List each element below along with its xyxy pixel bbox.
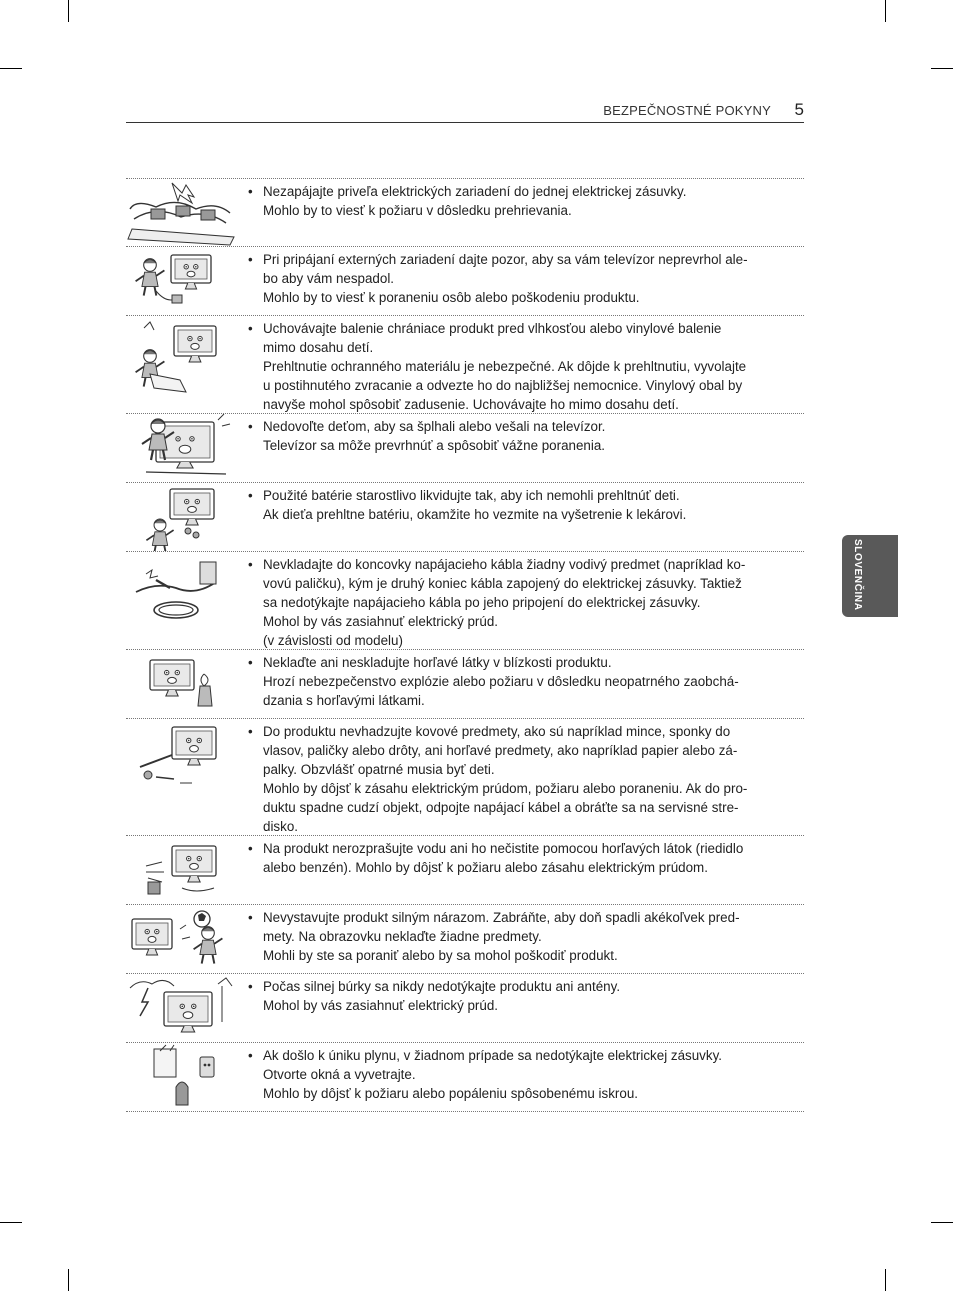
text-line: Nevkladajte do koncovky napájacieho kábla žiadny vodivý predmet (napríklad ko-: [263, 557, 746, 572]
item-lines: [263, 486, 788, 524]
text-line: Počas silnej búrky sa nikdy nedotýkajte produktu ani antény.: [263, 979, 621, 994]
safety-item: [126, 905, 804, 974]
text-line: Do produktu nevhadzujte kovové predmety, ako sú napríklad mince, sponky do: [263, 724, 731, 739]
text-line: alebo benzén). Mohlo by dôjsť k požiaru alebo zásahu elektrickým prúdom.: [263, 860, 708, 875]
text-line: dzania s horľavými látkami.: [263, 693, 425, 708]
item-text: [248, 839, 788, 877]
safety-item: [126, 414, 804, 483]
item-text: [248, 1046, 788, 1103]
text-line: (v závislosti od modelu): [263, 633, 403, 648]
conductive-object-in-cable-illustration-drawing: [126, 552, 236, 649]
text-line: Neklaďte ani neskladujte horľavé látky v blízkosti produktu.: [263, 655, 612, 670]
safety-item: [126, 552, 804, 650]
safety-item: [126, 179, 804, 247]
item-text: [248, 417, 788, 455]
flammable-substance-illustration-drawing: [126, 650, 236, 718]
text-line: Otvorte okná a vyvetrajte.: [263, 1067, 416, 1082]
safety-item: [126, 483, 804, 552]
overloaded-outlet-illustration-drawing: [126, 179, 236, 246]
text-line: duktu spadne cudzí objekt, odpojte napájací kábel a obráťte sa na servisné stre-: [263, 800, 739, 815]
child-swallowing-battery-illustration: [126, 483, 236, 551]
item-lines: [263, 722, 788, 836]
safety-item: [126, 316, 804, 414]
text-line: Nezapájajte priveľa elektrických zariadení do jednej elektrickej zásuvky.: [263, 184, 687, 199]
child-with-packaging-illustration-drawing: [126, 316, 236, 413]
item-lines: [263, 908, 788, 965]
ball-hitting-tv-illustration: [126, 905, 236, 973]
text-line: palky. Obzvlášť opatrné musia byť deti.: [263, 762, 495, 777]
bullet-point: •: [248, 488, 253, 503]
text-line: mimo dosahu detí.: [263, 340, 374, 355]
bullet-point: •: [248, 321, 253, 336]
bullet-point: •: [248, 1048, 253, 1063]
safety-item: [126, 1043, 804, 1112]
child-with-packaging-illustration: [126, 316, 236, 413]
text-line: Mohli by ste sa poraniť alebo by sa mohol poškodiť produkt.: [263, 948, 618, 963]
text-line: vlasov, paličky alebo drôty, ani horľavé predmety, ako napríklad papier alebo zá-: [263, 743, 738, 758]
crop-mark: [931, 68, 953, 69]
item-text: [248, 977, 788, 1015]
item-text: [248, 908, 788, 965]
bullet-point: •: [248, 184, 253, 199]
safety-item: [126, 974, 804, 1043]
ball-hitting-tv-illustration-drawing: [126, 905, 236, 973]
water-spray-tv-illustration-drawing: [126, 836, 236, 904]
item-lines: [263, 319, 788, 414]
item-lines: [263, 417, 788, 455]
item-text: [248, 486, 788, 524]
text-line: sa nedotýkajte napájacieho kábla po jeho pripojení do elektrickej zásuvky.: [263, 595, 701, 610]
safety-instructions-list: [126, 178, 804, 1112]
item-lines: [263, 182, 788, 220]
bullet-point: •: [248, 841, 253, 856]
item-lines: [263, 555, 788, 650]
text-line: Mohlo by to viesť k požiaru v dôsledku prehrievania.: [263, 203, 572, 218]
bullet-point: •: [248, 655, 253, 670]
item-text: [248, 722, 788, 836]
lightning-storm-tv-illustration-drawing: [126, 974, 236, 1042]
text-line: Mohlo by dôjsť k zásahu elektrickým prúdom, požiaru alebo poraneniu. Ak do pro-: [263, 781, 748, 796]
text-line: bo aby vám nespadol.: [263, 271, 395, 286]
safety-item: [126, 836, 804, 905]
crop-mark: [0, 68, 22, 69]
item-text: [248, 555, 788, 650]
page-number: 5: [794, 100, 804, 119]
text-line: mety. Na obrazovku neklaďte žiadne predmety.: [263, 929, 542, 944]
safety-item: [126, 650, 804, 719]
text-line: navyše mohol spôsobiť zadusenie. Uchovávajte ho mimo dosahu detí.: [263, 397, 679, 412]
crop-mark: [885, 1269, 886, 1291]
text-line: Ak dieťa prehltne batériu, okamžite ho vezmite na vyšetrenie k lekárovi.: [263, 507, 687, 522]
section-title: BEZPEČNOSTNÉ POKYNY: [603, 103, 771, 118]
text-line: disko.: [263, 819, 298, 834]
child-pulling-cable-tv-illustration: [126, 247, 236, 315]
gas-leak-outlet-illustration-drawing: [126, 1043, 236, 1111]
lightning-storm-tv-illustration: [126, 974, 236, 1042]
item-lines: [263, 1046, 788, 1103]
text-line: Mohol by vás zasiahnuť elektrický prúd.: [263, 614, 499, 629]
crop-mark: [931, 1222, 953, 1223]
water-spray-tv-illustration: [126, 836, 236, 904]
child-swallowing-battery-illustration-drawing: [126, 483, 236, 551]
bullet-point: •: [248, 557, 253, 572]
bullet-point: •: [248, 252, 253, 267]
safety-item: [126, 247, 804, 316]
metal-objects-in-tv-illustration: [126, 719, 236, 835]
text-line: Použité batérie starostlivo likvidujte tak, aby ich nemohli prehltnúť deti.: [263, 488, 680, 503]
item-lines: [263, 839, 788, 877]
flammable-substance-illustration: [126, 650, 236, 718]
safety-item: [126, 719, 804, 836]
metal-objects-in-tv-illustration-drawing: [126, 719, 236, 835]
language-tab: [842, 535, 898, 617]
child-climbing-tv-illustration: [126, 414, 236, 482]
bullet-point: •: [248, 979, 253, 994]
gas-leak-outlet-illustration: [126, 1043, 236, 1111]
item-lines: [263, 250, 788, 307]
bullet-point: •: [248, 910, 253, 925]
text-line: Ak došlo k úniku plynu, v žiadnom prípade sa nedotýkajte elektrickej zásuvky.: [263, 1048, 722, 1063]
page-header: [126, 98, 804, 123]
item-text: [248, 319, 788, 414]
child-climbing-tv-illustration-drawing: [126, 414, 236, 482]
text-line: Televízor sa môže prevrhnúť a spôsobiť vážne poranenia.: [263, 438, 606, 453]
child-pulling-cable-tv-illustration-drawing: [126, 247, 236, 315]
item-lines: [263, 977, 788, 1015]
item-text: [248, 250, 788, 307]
overloaded-outlet-illustration: [126, 179, 236, 246]
bullet-point: •: [248, 724, 253, 739]
text-line: Mohlo by dôjsť k požiaru alebo popáleniu spôsobenému iskrou.: [263, 1086, 638, 1101]
text-line: vovú paličku), kým je druhý koniec kábla zapojený do elektrickej zásuvky. Taktiež: [263, 576, 742, 591]
item-text: [248, 182, 788, 220]
text-line: Mohol by vás zasiahnuť elektrický prúd.: [263, 998, 499, 1013]
language-tab-label: SLOVENČINA: [852, 539, 863, 611]
text-line: Uchovávajte balenie chrániace produkt pred vlhkosťou alebo vinylové balenie: [263, 321, 722, 336]
text-line: Na produkt nerozprašujte vodu ani ho nečistite pomocou horľavých látok (riedidlo: [263, 841, 744, 856]
text-line: Pri pripájaní externých zariadení dajte pozor, aby sa vám televízor neprevrhol ale-: [263, 252, 748, 267]
conductive-object-in-cable-illustration: [126, 552, 236, 649]
crop-mark: [68, 1269, 69, 1291]
item-text: [248, 653, 788, 710]
crop-mark: [68, 0, 69, 22]
crop-mark: [885, 0, 886, 22]
text-line: Nedovoľte deťom, aby sa šplhali alebo vešali na televízor.: [263, 419, 606, 434]
item-lines: [263, 653, 788, 710]
text-line: Hrozí nebezpečenstvo explózie alebo požiaru v dôsledku neopatrného zaobchá-: [263, 674, 739, 689]
text-line: Prehltnutie ochranného materiálu je nebezpečné. Ak dôjde k prehltnutiu, vyvolajte: [263, 359, 747, 374]
bullet-point: •: [248, 419, 253, 434]
text-line: Mohlo by to viesť k poraneniu osôb alebo poškodeniu produktu.: [263, 290, 640, 305]
text-line: Nevystavujte produkt silným nárazom. Zabráňte, aby doň spadli akékoľvek pred-: [263, 910, 740, 925]
crop-mark: [0, 1222, 22, 1223]
text-line: u postihnutého zvracanie a odvezte ho do najbližšej nemocnice. Vinylový obal by: [263, 378, 743, 393]
